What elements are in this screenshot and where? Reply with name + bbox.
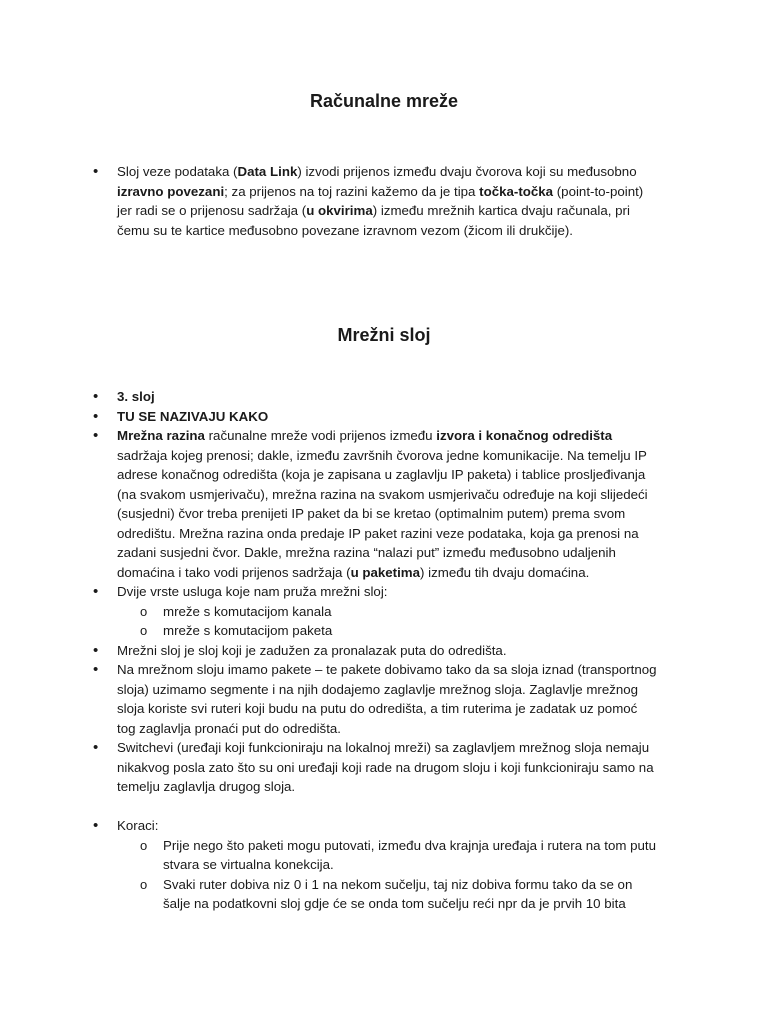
text-segment: Sloj veze podataka ( (117, 164, 238, 179)
sublist-item: o Svaki ruter dobiva niz 0 i 1 na nekom sučelju, taj niz dobiva formu tako da se on šalje na podatkovni sloj gdje će se onda tom sučelju reći npr da je prvih 10 bita (117, 875, 657, 914)
page-title: Računalne mreže (309, 91, 459, 111)
sublist-item: o mreže s komutacijom paketa (117, 621, 657, 641)
text-segment: sadržaja kojeg prenosi; dakle, između završnih čvorova jedne komunikacije. Na temelju IP adrese konačnog odredišta (koja je zapisana u zaglavlju IP paketa) i tablice prosljeđivanja (na svakom usmjerivaču), mrežna razina na svakom usmjerivaču određuje na koji slijedeći (susjedni) čvor treba prenijeti IP paket da bi se kretao (optimalnim putem) prema svom odredištu. Mrežna razina onda predaje IP paket razini veze podataka, koja ga prenosi na zadani susjedni čvor. Dakle, mrežna razina “nalazi put” između međusobno udaljenih domaćina i tako vodi prijenos sadržaja ( (117, 447, 648, 580)
network-layer-list (117, 387, 657, 914)
bold-segment: 3. sloj (117, 389, 155, 404)
list-item (117, 162, 657, 240)
text-segment: ) izvodi prijenos između dvaju čvorova koji su međusobno (297, 164, 637, 179)
text-segment: (point-to-point) jer radi se o prijenosu sadržaja ( (117, 183, 644, 218)
list-item: • Na mrežnom sloju imamo pakete – te pakete dobivamo tako da sa sloja iznad (transportnog sloja) uzimamo segmente i na njih dodajemo zaglavlje mrežnog sloja. Zaglavlje mrežnog sloja koriste svi ruteri koji budu na putu do odredišta, a tim ruterima je zadatak uz pomoć tog zaglavlja pronaći put do odredišta. (117, 660, 657, 738)
sublist-item: o Prije nego što paketi mogu putovati, između dva krajnja uređaja i rutera na tom putu stvara se virtualna konekcija. (117, 836, 657, 875)
list-item (117, 816, 657, 914)
bold-segment: izravno povezani (117, 183, 225, 199)
bold-segment: u okvirima (306, 203, 373, 218)
bold-segment: Data Link (237, 164, 298, 179)
steps-sublist (117, 836, 657, 914)
list-item: • Switchevi (uređaji koji funkcioniraju na lokalnoj mreži) sa zaglavljem mrežnog sloja nemaju nikakvog posla zato što su oni uređaji koji rade na drugom sloju i koji funkcioniraju samo na temelju zaglavlja drugog sloja. (117, 738, 657, 797)
sublist-item: o mreže s komutacijom kanala (117, 602, 657, 622)
text-segment: ) između mrežnih kartica dvaju računala, pri čemu su te kartice međusobno povezane izravnom vezom (žicom ili drukčije). (117, 203, 630, 238)
list-item: • Mrežni sloj je sloj koji je zadužen za pronalazak puta do odredišta. (117, 641, 657, 661)
services-sublist (117, 602, 657, 641)
text-segment: ; za prijenos na toj razini kažemo da je tipa (224, 183, 480, 199)
text-segment: Dvije vrste usluga koje nam pruža mrežni sloj: (117, 584, 388, 599)
section-title: Mrežni sloj (337, 325, 431, 345)
list-item (117, 387, 657, 407)
bold-segment: točka-točka (479, 183, 554, 199)
data-link-list (117, 162, 657, 240)
bold-segment: u paketima (350, 564, 421, 580)
bold-segment: izvora i konačnog odredišta (436, 428, 613, 443)
list-item (117, 426, 657, 582)
list-item (117, 582, 657, 641)
text-segment: računalne mreže vodi prijenos između (204, 428, 437, 443)
bold-segment: Mrežna razina (117, 428, 205, 443)
list-item (117, 407, 657, 427)
bold-segment: TU SE NAZIVAJU KAKO (117, 408, 269, 424)
text-segment: Koraci: (117, 818, 159, 833)
text-segment: ) između tih dvaju domaćina. (420, 564, 590, 580)
